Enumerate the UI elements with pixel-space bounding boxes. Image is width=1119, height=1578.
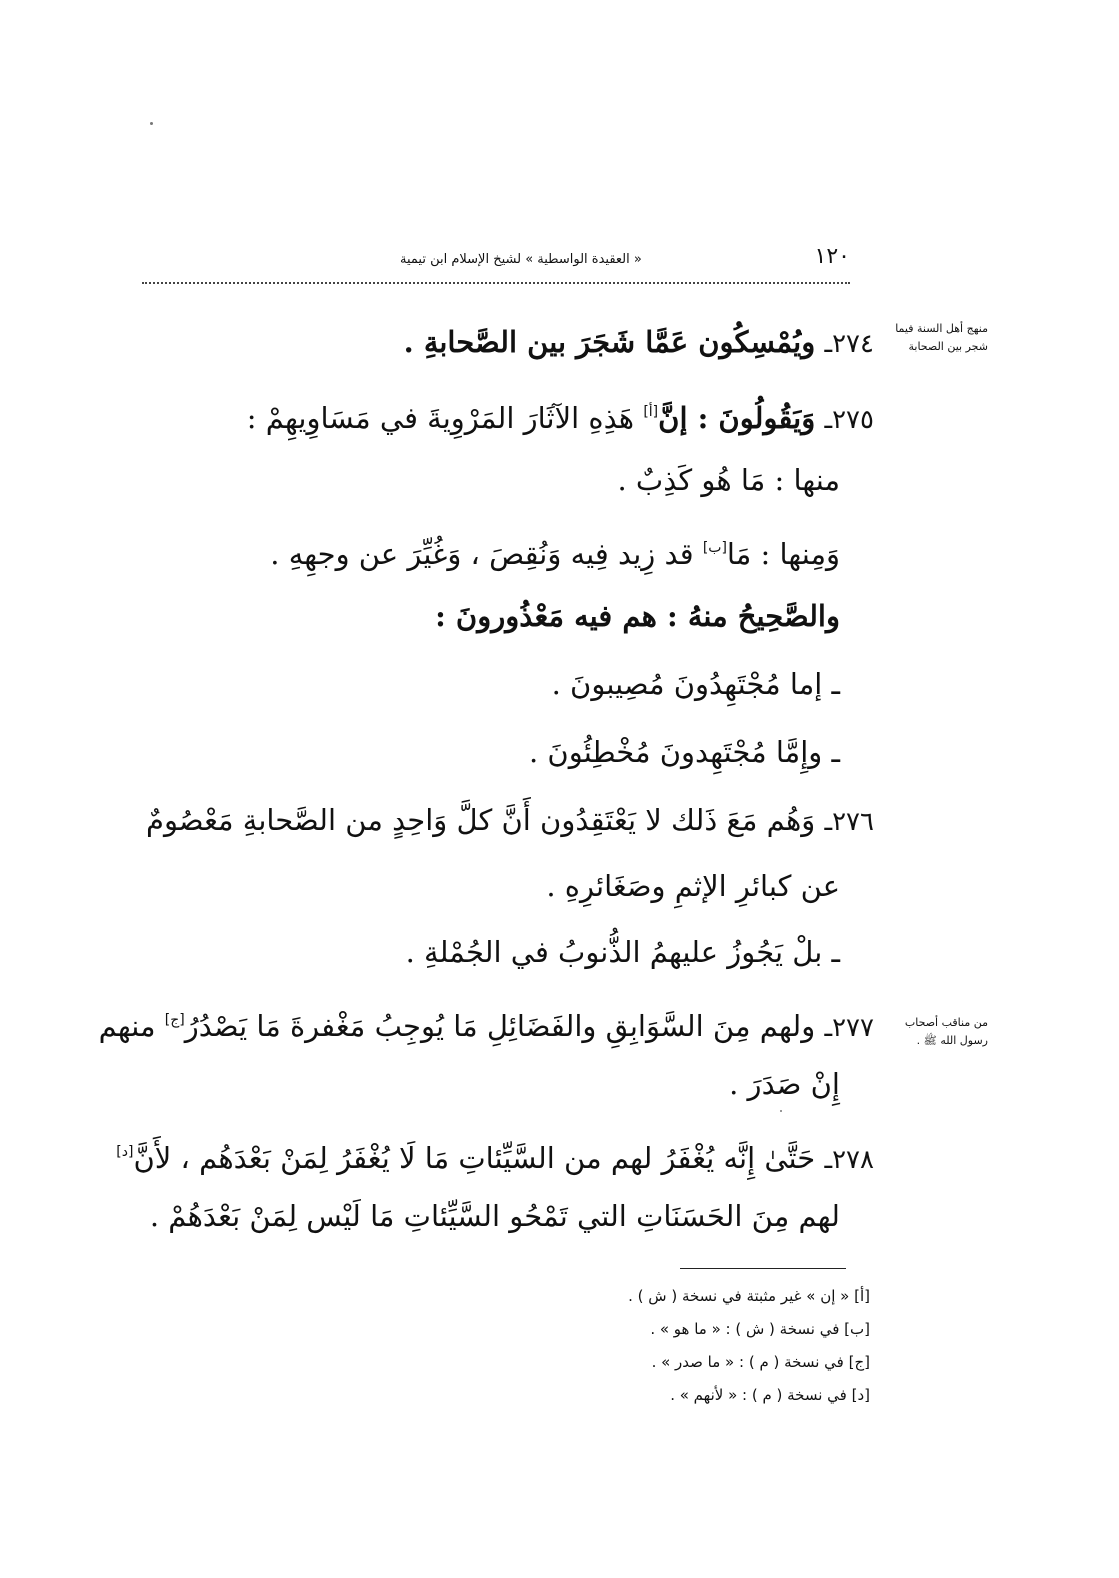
paragraph-277-line-2: إِنْ صَدَرَ . (729, 1067, 840, 1101)
footnote-d: [د] في نسخة ( م ) : « لأنهم » . (670, 1386, 870, 1404)
paragraph-number: ٢٧٤ـ (824, 329, 874, 359)
line-text: وَمِنها : مَا (726, 537, 840, 571)
paragraph-number: ٢٧٧ـ (824, 1013, 874, 1043)
header-rule (142, 282, 850, 284)
paragraph-275 (247, 392, 874, 440)
paragraph-number: ٢٧٨ـ (824, 1145, 874, 1175)
footnote-marker: [ج] (164, 1012, 185, 1028)
paragraph-text: هَذِهِ الآثَارَ المَرْوِيةَ في مَسَاوِيهِمْ : (246, 401, 644, 435)
footnote-marker: [ب] (702, 540, 727, 556)
footnotes (480, 1280, 870, 1412)
footnote-c: [ج] في نسخة ( م ) : « ما صدر » . (651, 1353, 870, 1371)
line-sahih (435, 596, 840, 636)
paragraph-text: وَهُم مَعَ ذَلك لا يَعْتَقِدُون أَنَّ كلَّ وَاحِدٍ من الصَّحابةِ مَعْصُومٌ (145, 803, 825, 837)
paragraph-277 (99, 1000, 874, 1048)
line-text: قد زِيد فِيه وَنُقِصَ ، وَغُيِّرَ عن وجهِهِ . (270, 537, 703, 571)
paragraph-276-line-2: عن كبائرِ الإثمِ وصَغَائرِهِ . (546, 869, 840, 903)
footnote-b: [ب] في نسخة ( ش ) : « ما هو » . (650, 1320, 870, 1338)
paragraph-276 (146, 800, 874, 842)
paragraph-text: ولهم مِنَ السَّوَابِقِ والفَضَائِلِ مَا يُوجِبُ مَغْفرةَ مَا يَصْدُرُ (184, 1009, 816, 1043)
paragraph-276-line-3: ـ بلْ يَجُوزُ عليهمُ الذُّنوبُ في الجُمْلةِ . (405, 935, 840, 969)
paragraph-278-line-2: لهم مِنَ الحَسَنَاتِ التي تَمْحُو السَّيِّئاتِ مَا لَيْس لِمَنْ بَعْدَهُمْ . (149, 1199, 840, 1233)
footnote-marker: [أ] (643, 404, 659, 420)
paragraph-text: ويُمْسِكُون عَمَّا شَجَرَ بين الصَّحابةِ . (403, 325, 816, 359)
paragraph-278 (116, 1132, 874, 1180)
page-number: ١٢٠ (814, 244, 850, 269)
line-minha-2 (270, 528, 840, 574)
paragraph-number: ٢٧٥ـ (824, 405, 874, 435)
margin-note-1: منهج أهل السنة فيما شجر بين الصحابة (895, 322, 988, 353)
paragraph-274 (404, 322, 874, 364)
scan-speck (150, 122, 153, 125)
paragraph-number: ٢٧٦ـ (824, 807, 874, 837)
line-minha-1: منها : مَا هُو كَذِبٌ . (617, 463, 840, 497)
footnote-marker: [د] (116, 1144, 134, 1160)
footnote-a: [أ] « إن » غير مثبتة في نسخة ( ش ) . (628, 1287, 870, 1305)
running-header (142, 244, 850, 280)
paragraph-text: منهم (98, 1009, 165, 1043)
margin-note-2: من مناقب أصحاب رسول الله ﷺ . (904, 1016, 988, 1047)
line-imma: ـ إما مُجْتَهِدُونَ مُصِيبونَ . (551, 667, 840, 701)
scan-speck (780, 1110, 782, 1112)
paragraph-text: حَتَّىٰ إِنَّه يُغْفَرُ لهم من السَّيِّئاتِ مَا لَا يُغْفَرُ لِمَنْ بَعْدَهُم ، لأَنَّ (133, 1141, 816, 1175)
running-title: « العقيدة الواسطية » لشيخ الإسلام ابن تيمية (400, 252, 642, 267)
footnote-rule (680, 1268, 846, 1269)
line-text: والصَّحِيحُ منهُ : هم فيه مَعْذُورونَ : (435, 599, 840, 633)
line-wa-imma: ـ وإِمَّا مُجْتَهِدونَ مُخْطِئُونَ . (529, 735, 840, 769)
paragraph-text: وَيَقُولُونَ : إنَّ (658, 401, 816, 435)
